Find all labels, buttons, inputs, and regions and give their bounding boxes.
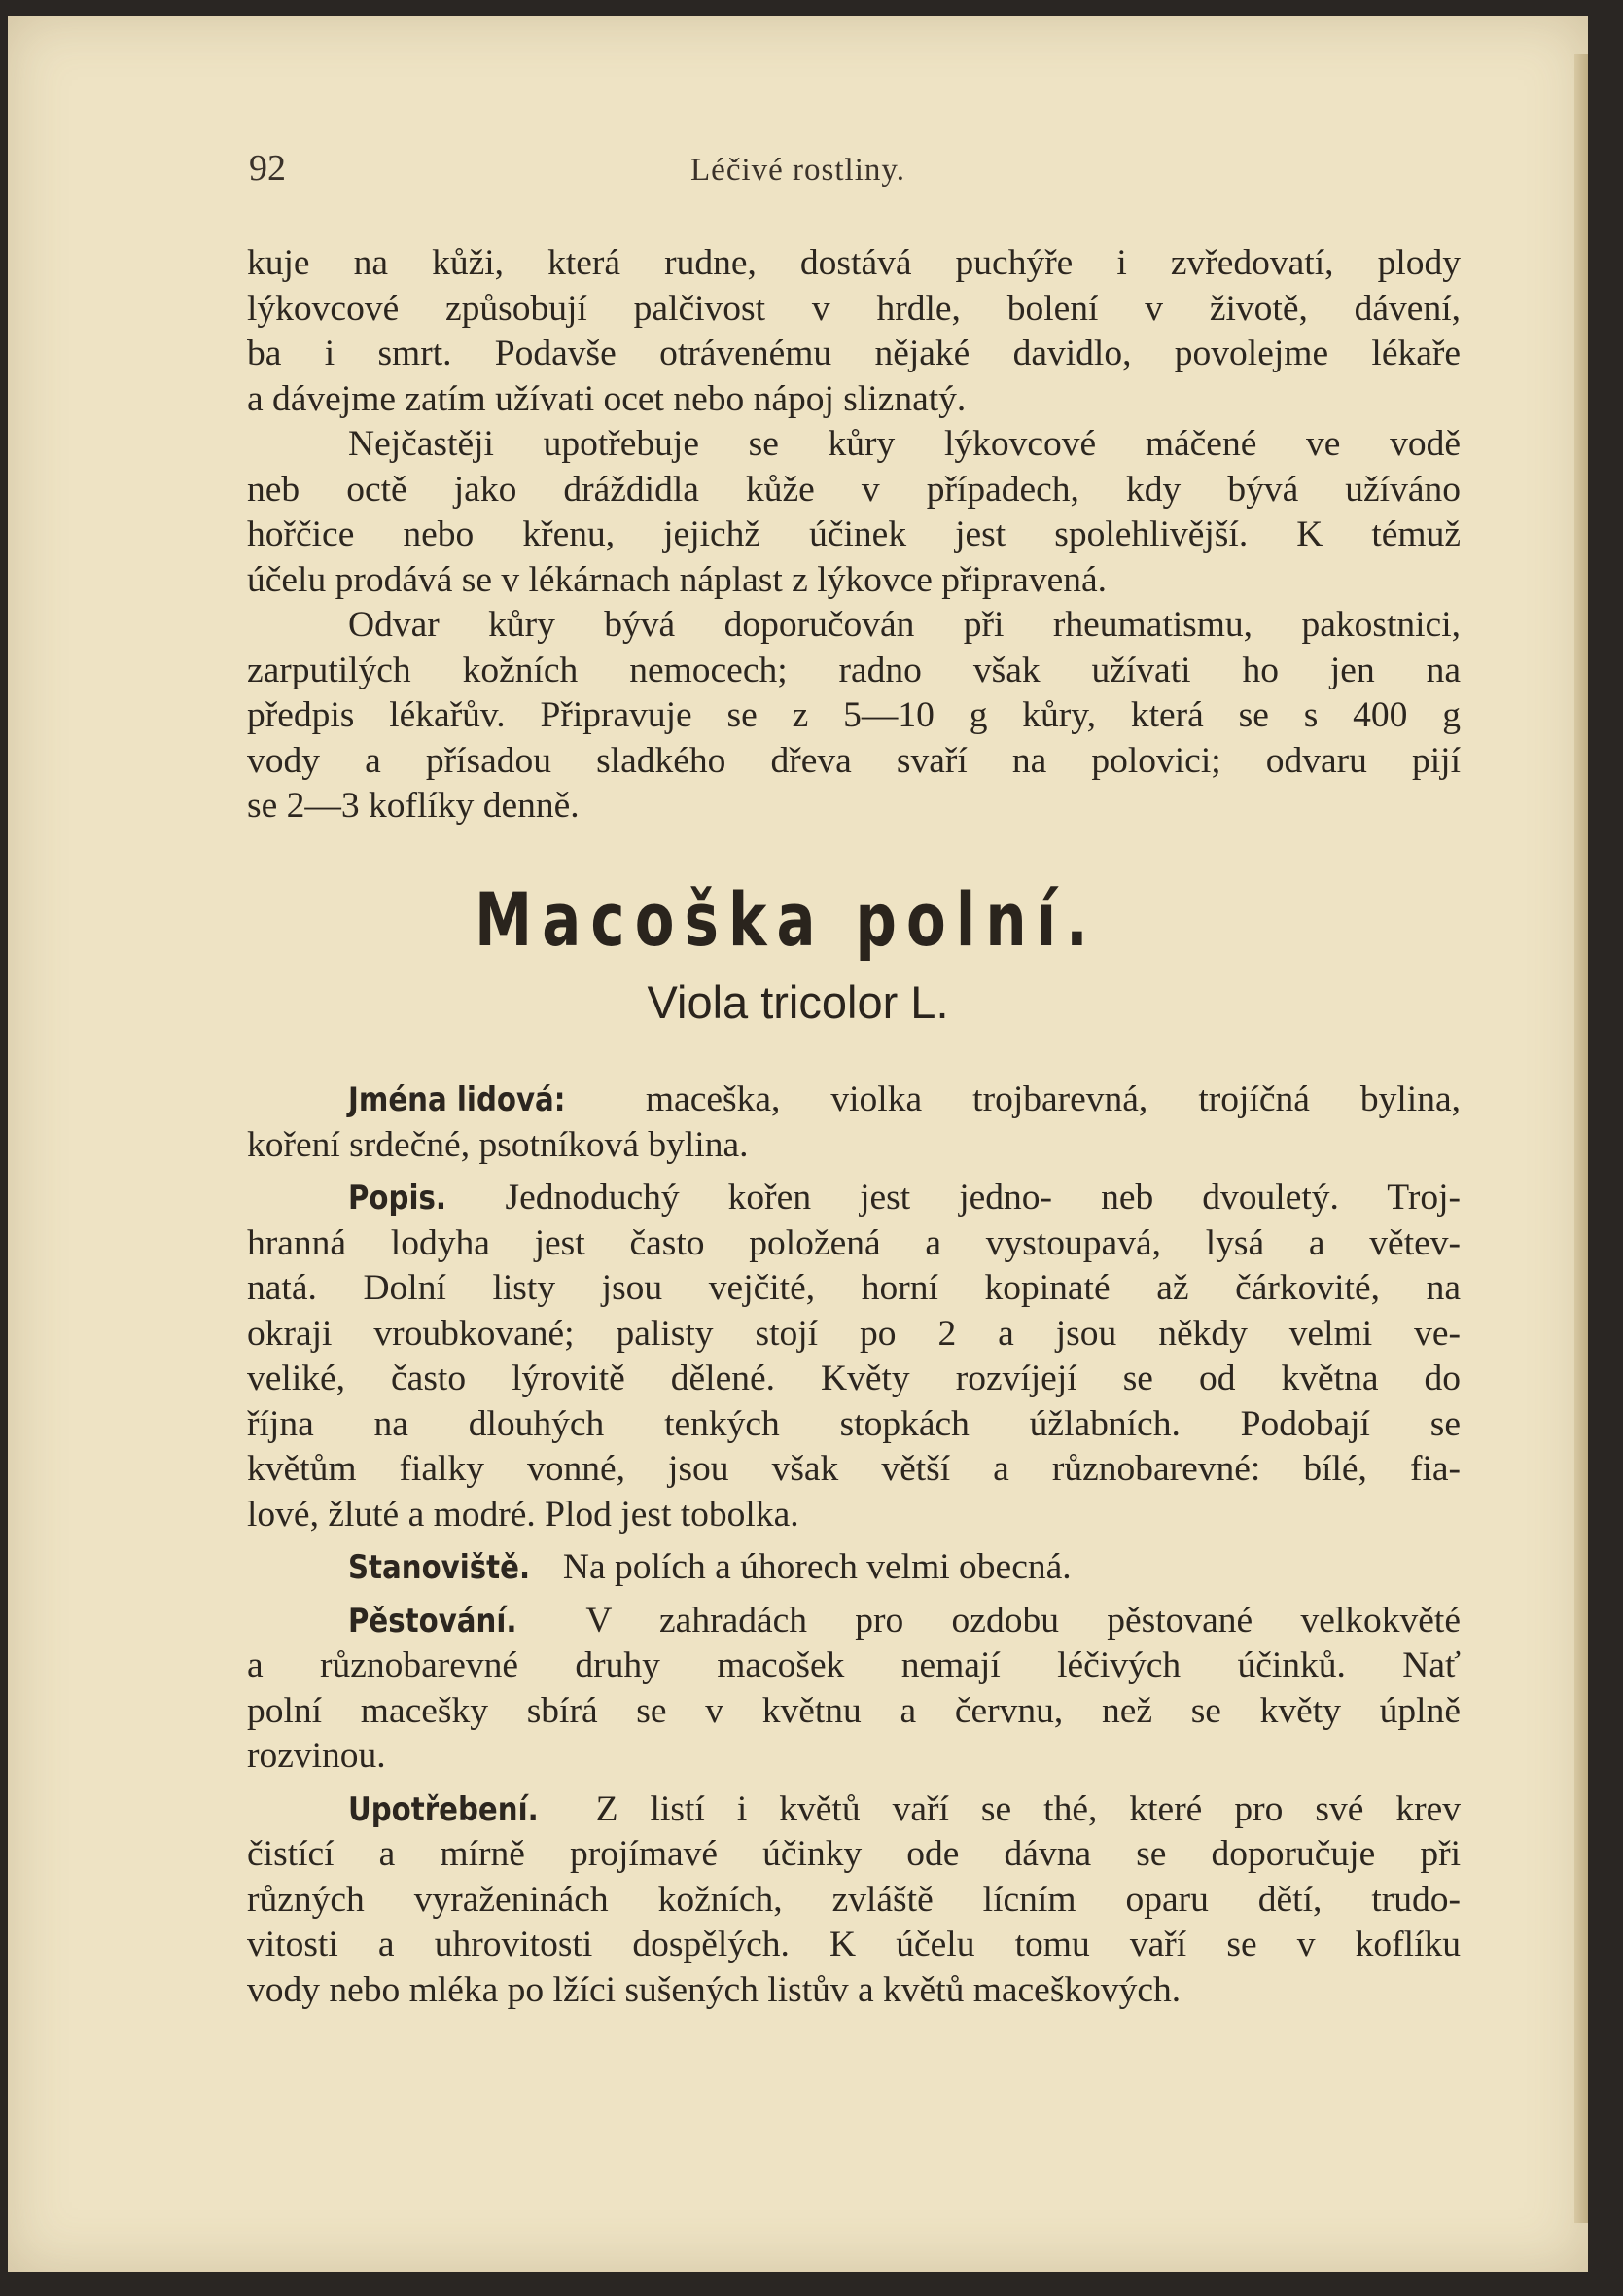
text-line: veliké, často lýrovitě dělené. Květy rozvíjejí se od května do — [247, 1359, 1461, 1398]
cultivation-label: Pěstování. — [348, 1601, 517, 1641]
habitat-text: Na polích a úhorech velmi obecná. — [562, 1547, 1072, 1587]
description-label: Popis. — [348, 1179, 446, 1218]
text-line: koření srdečné, psotníková bylina. — [247, 1124, 749, 1165]
text-line: vitosti a uhrovitosti dospělých. K účelu tomu vaří se v koflíku — [247, 1925, 1461, 1964]
text-line: ba i smrt. Podavše otrávenému nějaké davidlo, povolejme lékaře — [247, 334, 1461, 373]
text-line: polní macešky sbírá se v květnu a červnu, než se květy úplně — [247, 1690, 1461, 1731]
cultivation-text: V zahradách pro ozdobu pěstované velkokvěté — [585, 1600, 1461, 1641]
text-line: vody a přísadou sladkého dřeva svaří na polovici; odvaru pijí — [247, 740, 1461, 781]
description-text: Jednoduchý kořen jest jedno- neb dvouletý. Troj- — [505, 1178, 1462, 1218]
text-line: účelu prodává se v lékárnach náplast z lýkovce připravená. — [247, 559, 1107, 600]
text-line: října na dlouhých tenkých stopkách úžlabních. Podobají se — [247, 1403, 1461, 1444]
intro-text — [247, 241, 1461, 830]
running-head — [8, 147, 1588, 195]
usage-text: Z listí i květů vaří se thé, které pro své krev — [595, 1788, 1462, 1829]
book-page — [8, 16, 1588, 2272]
running-title: Léčivé rostliny. — [690, 153, 905, 188]
text-line: rozvinou. — [247, 1736, 386, 1776]
text-line: lýkovcové způsobují palčivost v hrdle, bolení v životě, dávení, — [247, 288, 1461, 329]
text-line: předpis lékařův. Připravuje se z 5—10 g kůry, která se s 400 g — [247, 695, 1461, 735]
text-line — [247, 1545, 1461, 1591]
text-line: neb octě jako dráždidla kůže v případech, kdy bývá užíváno — [247, 469, 1461, 510]
text-line: květům fialky vonné, jsou však větší a různobarevné: bílé, fia- — [247, 1449, 1461, 1489]
latin-name: Viola tricolor L. — [647, 976, 949, 1028]
text-line: Nejčastěji upotřebuje se kůry lýkovcové máčené ve vodě — [348, 424, 1461, 464]
text-line — [247, 1077, 1461, 1123]
text-line — [247, 1176, 1461, 1221]
text-line: hranná lodyha jest často položená a vystoupavá, lysá a větev- — [247, 1222, 1461, 1263]
entry-text — [247, 1077, 1461, 2013]
text-line: natá. Dolní listy jsou vejčité, horní kopinaté až čárkovité, na — [247, 1268, 1461, 1308]
text-line: se 2—3 koflíky denně. — [247, 786, 580, 826]
text-line: různých vyraženinách kožních, zvláště lícním oparu dětí, trudo- — [247, 1879, 1461, 1920]
text-line: zarputilých kožních nemocech; radno však užívati ho jen na — [247, 650, 1461, 690]
text-line: hořčice nebo křenu, jejichž účinek jest spolehlivější. K témuž — [247, 514, 1461, 554]
section-heading — [8, 871, 1588, 1037]
names-label: Jména lidová: — [348, 1080, 566, 1119]
text-line: lové, žluté a modré. Plod jest tobolka. — [247, 1494, 799, 1535]
text-line: a dávejme zatím užívati ocet nebo nápoj sliznatý. — [247, 378, 967, 419]
text-line — [247, 1599, 1461, 1644]
text-line: čistící a mírně projímavé účinky ode dávna se doporučuje při — [247, 1834, 1461, 1874]
page-edge — [1574, 54, 1588, 2223]
text-line: a různobarevné druhy macošek nemají léčivých účinků. Nať — [247, 1645, 1461, 1685]
text-line: Odvar kůry bývá doporučován při rheumatismu, pakostnici, — [348, 605, 1461, 645]
usage-label: Upotřebení. — [348, 1789, 539, 1829]
habitat-label: Stanoviště. — [348, 1548, 531, 1587]
names-text: maceška, violka trojbarevná, trojíčná bylina, — [645, 1079, 1461, 1119]
section-title: Macoška polní. — [475, 876, 1098, 963]
page-number: 92 — [249, 148, 286, 189]
text-line: okraji vroubkované; palisty stojí po 2 a jsou někdy velmi ve- — [247, 1313, 1461, 1354]
text-line: vody nebo mléka po lžíci sušených listův a květů maceškových. — [247, 1969, 1182, 2010]
text-line: kuje na kůži, která rudne, dostává puchýře i zvředovatí, plody — [247, 243, 1461, 283]
text-line — [247, 1787, 1461, 1833]
